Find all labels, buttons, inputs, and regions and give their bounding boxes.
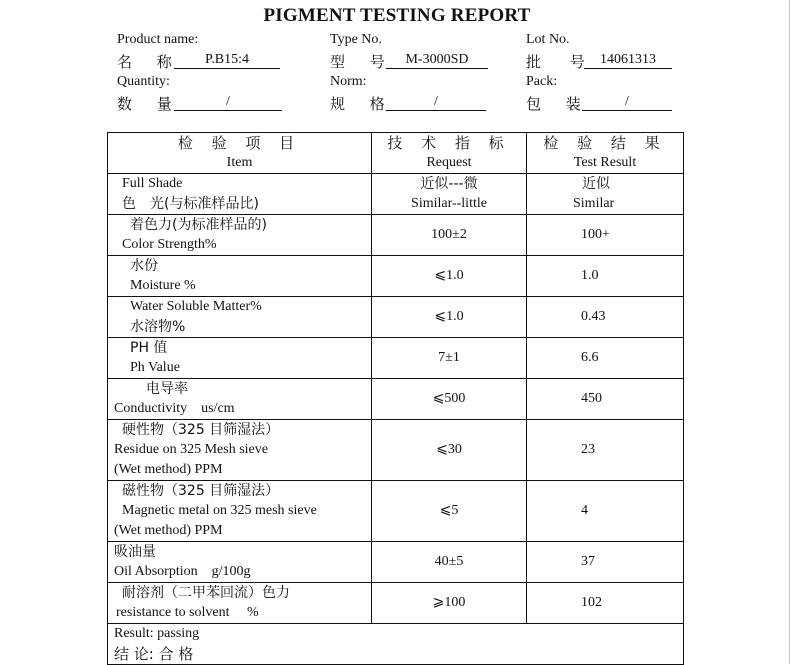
result-header-en: Test Result (573, 155, 637, 170)
item-cell (108, 215, 372, 256)
item-header-en: Item (226, 155, 253, 170)
lot-no-label-en: Lot No. (526, 32, 570, 47)
table-row (108, 338, 684, 379)
type-no-field (330, 32, 500, 72)
result-header-zh: 检 验 结 果 (543, 134, 667, 152)
table-row (108, 481, 684, 542)
request-value: ⩽5 (439, 503, 459, 518)
table-row (108, 379, 684, 420)
item-line: 耐溶剂（二甲苯回流）色力 (122, 585, 290, 601)
item-line: Color Strength% (122, 237, 217, 252)
result-value: 4 (581, 503, 588, 518)
request-header (372, 133, 527, 174)
result-value: 1.0 (581, 268, 599, 283)
quantity-value: / (174, 93, 282, 111)
result-cell (527, 542, 684, 583)
result-value: 102 (581, 595, 602, 610)
quantity-label-en: Quantity: (117, 74, 170, 89)
item-line: 吸油量 (114, 544, 156, 560)
request-cell (372, 420, 527, 481)
item-line: 水份 (130, 258, 158, 274)
result-value: 450 (581, 391, 602, 406)
table-header-row (108, 133, 684, 174)
quantity-label-zh: 数 量 (117, 95, 182, 113)
item-line: (Wet method) PPM (114, 462, 223, 477)
table-row (108, 542, 684, 583)
test-results-table (107, 132, 684, 665)
result-cell (527, 215, 684, 256)
item-line: Oil Absorption g/100g (114, 564, 251, 579)
item-line: Full Shade (122, 176, 183, 191)
item-cell (108, 583, 372, 624)
result-cell (527, 174, 684, 215)
lot-no-value: 14061313 (584, 51, 672, 69)
table-row (108, 420, 684, 481)
result-cell (527, 379, 684, 420)
item-cell (108, 481, 372, 542)
quantity-field (117, 74, 287, 114)
request-value: 40±5 (434, 554, 464, 569)
request-cell (372, 481, 527, 542)
lot-no-field (526, 32, 676, 72)
type-no-value: M-3000SD (386, 51, 488, 69)
item-cell (108, 542, 372, 583)
result-value: 6.6 (581, 350, 599, 365)
result-cell (527, 338, 684, 379)
item-line: (Wet method) PPM (114, 523, 223, 538)
result-value: 100+ (581, 227, 610, 242)
request-value: ⩽1.0 (434, 309, 464, 324)
item-line: Magnetic metal on 325 mesh sieve (122, 503, 317, 518)
result-value: 37 (581, 554, 595, 569)
item-line: 水溶物% (130, 319, 186, 335)
request-header-en: Request (426, 155, 472, 170)
item-line: Residue on 325 Mesh sieve (114, 442, 268, 457)
request-cell (372, 174, 527, 215)
result-footer-en: Result: passing (114, 626, 200, 641)
item-cell (108, 420, 372, 481)
item-cell (108, 297, 372, 338)
item-line: PH 值 (130, 340, 168, 356)
product-name-value: P.B15:4 (174, 51, 280, 69)
norm-field (330, 74, 500, 114)
request-cell (372, 379, 527, 420)
result-footer-cell (108, 624, 684, 665)
request-line: 近似---微 (420, 176, 478, 192)
norm-label-zh: 规 格 (330, 95, 395, 113)
result-value: 23 (581, 442, 595, 457)
item-line: 磁性物（325 目筛湿法） (122, 483, 280, 499)
item-line: 色 光(与标准样品比) (122, 196, 259, 212)
request-value: ⩽500 (432, 391, 466, 406)
request-cell (372, 542, 527, 583)
result-cell (527, 297, 684, 338)
request-value: ⩽30 (436, 442, 462, 457)
product-name-field (117, 32, 287, 72)
request-cell (372, 215, 527, 256)
request-cell (372, 583, 527, 624)
item-line: 电导率 (146, 381, 188, 397)
item-cell (108, 174, 372, 215)
table-row (108, 583, 684, 624)
item-line: Water Soluble Matter% (130, 299, 262, 314)
result-footer-zh: 结 论: 合 格 (114, 645, 194, 663)
item-line: Conductivity us/cm (114, 401, 235, 416)
item-line: resistance to solvent % (116, 605, 259, 620)
norm-label-en: Norm: (330, 74, 367, 89)
result-line: Similar (573, 196, 615, 211)
norm-value: / (386, 93, 486, 111)
product-name-label-en: Product name: (117, 32, 199, 47)
pack-label-en: Pack: (526, 74, 558, 89)
lot-no-label-zh: 批 号 (526, 53, 597, 71)
result-cell (527, 256, 684, 297)
table-row (108, 215, 684, 256)
request-value: 100±2 (431, 227, 467, 242)
item-line: 硬性物（325 目筛湿法） (122, 422, 280, 438)
type-no-label-en: Type No. (330, 32, 382, 47)
result-cell (527, 583, 684, 624)
table-row (108, 174, 684, 215)
item-header-zh: 检 验 项 目 (177, 134, 302, 152)
item-line: 着色力(为标准样品的) (130, 217, 267, 233)
request-line: Similar--little (411, 196, 487, 211)
item-cell (108, 379, 372, 420)
pack-label-zh: 包 装 (526, 95, 591, 113)
item-cell (108, 338, 372, 379)
product-name-label-zh: 名 称 (117, 53, 182, 71)
table-row (108, 297, 684, 338)
pack-value: / (582, 93, 672, 111)
request-cell (372, 256, 527, 297)
result-header (527, 133, 684, 174)
item-line: Ph Value (130, 360, 180, 375)
type-no-label-zh: 型 号 (330, 53, 395, 71)
item-line: Moisture % (130, 278, 196, 293)
request-value: ⩽1.0 (434, 268, 464, 283)
result-value: 0.43 (581, 309, 606, 324)
request-cell (372, 338, 527, 379)
item-header (108, 133, 372, 174)
result-cell (527, 481, 684, 542)
result-cell (527, 420, 684, 481)
table-row (108, 256, 684, 297)
pack-field (526, 74, 676, 114)
page-edge (789, 0, 790, 664)
result-line: 近似 (582, 176, 610, 192)
request-header-zh: 技 术 指 标 (387, 134, 511, 152)
report-title: PIGMENT TESTING REPORT (263, 5, 531, 26)
item-cell (108, 256, 372, 297)
request-cell (372, 297, 527, 338)
result-footer-row (108, 624, 684, 665)
request-value: 7±1 (438, 350, 460, 365)
request-value: ⩾100 (432, 595, 466, 610)
